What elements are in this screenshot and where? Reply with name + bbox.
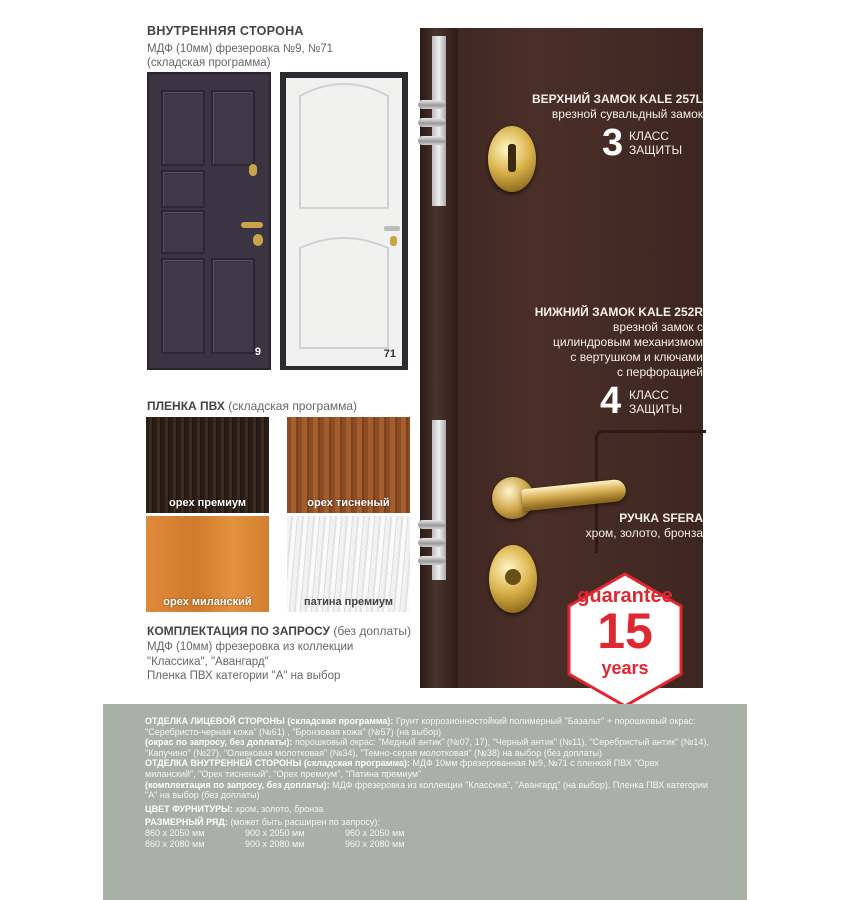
lower-lock-desc: цилиндровым механизмом xyxy=(552,335,703,349)
equipment-title-text: КОМПЛЕКТАЦИЯ ПО ЗАПРОСУ xyxy=(147,624,331,638)
lower-lock-class-number: 4 xyxy=(600,380,622,422)
spec-face-text: Грунт коррозионностойкий полимерный "Базальт" + порошковый окрас: "Серебристо-черная кожа" (№61) , "Бронзовая кожа" (№57) (на выбор) xyxy=(145,716,696,737)
lower-lock-info xyxy=(535,305,703,380)
spec-size-range xyxy=(145,817,710,828)
spec-size-label: РАЗМЕРНЫЙ РЯД: xyxy=(145,817,228,828)
door-handle-icon xyxy=(241,222,263,228)
guarantee-number: 15 xyxy=(597,603,653,659)
spec-inner-request-label: (комплектация по запросу, без доплаты): xyxy=(145,779,330,790)
size-item: 900 х 2050 мм xyxy=(245,827,305,838)
swatch-walnut-premium xyxy=(146,417,269,513)
door-panel xyxy=(161,258,205,354)
handle-info xyxy=(586,511,703,541)
bolt-icon xyxy=(418,556,446,565)
spec-color-label: ЦВЕТ ФУРНИТУРЫ: xyxy=(145,803,233,814)
swatch-label: орех тисненый xyxy=(307,497,390,509)
spec-size-note: (может быть расширен по запросу): xyxy=(230,817,380,828)
handle-desc: хром, золото, бронза xyxy=(585,526,703,540)
door-panel xyxy=(211,258,255,354)
lock-cylinder-icon xyxy=(249,164,257,176)
equipment-body xyxy=(147,640,353,684)
size-item: 860 х 2050 мм xyxy=(145,827,205,838)
door-number-71: 71 xyxy=(383,348,396,360)
upper-lock-escutcheon-icon xyxy=(488,126,536,192)
inner-side-description xyxy=(147,42,333,70)
door-leaf-white xyxy=(286,78,402,366)
inner-side-desc-line2: (складская программа) xyxy=(147,57,271,69)
bolt-icon xyxy=(418,136,446,145)
upper-lock-class-text xyxy=(629,129,682,157)
equipment-title xyxy=(147,624,411,638)
film-title xyxy=(147,399,357,413)
class-word: КЛАСС xyxy=(629,388,669,402)
spec-inner-request xyxy=(145,780,710,801)
class-word: КЛАСС xyxy=(629,129,669,143)
bolt-icon xyxy=(418,538,446,547)
film-title-text: ПЛЕНКА ПВХ xyxy=(147,399,225,413)
size-item: 960 х 2080 мм xyxy=(345,838,405,849)
upper-lock-desc: врезной сувальдный замок xyxy=(551,107,703,121)
spec-inner-text: МДФ 10мм фрезерованная №9, №71 с пленкой ПВХ "Орех миланский", "Орех тисненый", "Орех премиум", "Патина премиум" xyxy=(145,758,659,779)
inner-side-title: ВНУТРЕННЯЯ СТОРОНА xyxy=(147,24,304,38)
spec-inner-request-text: МДФ фрезеровка из коллекции "Классика", "Авангард" (на выбор). Пленка ПВХ категории "А" на выбор (без доплаты) xyxy=(145,779,708,801)
class-word2: ЗАЩИТЫ xyxy=(629,402,683,416)
equipment-line: Пленка ПВХ категории "А" на выбор xyxy=(147,670,341,682)
bolt-icon xyxy=(418,100,446,109)
spec-fittings-color xyxy=(145,804,710,815)
spec-face-request xyxy=(145,737,710,758)
cylinder-icon xyxy=(505,569,521,585)
lower-lock-desc: с вертушком и ключами xyxy=(570,350,703,364)
keyhole-icon xyxy=(508,144,516,172)
door-panel xyxy=(161,210,205,254)
swatch-label: орех премиум xyxy=(169,497,246,509)
bolt-icon xyxy=(418,118,446,127)
door-number-9: 9 xyxy=(254,346,261,358)
spec-inner xyxy=(145,758,710,779)
swatch-label: патина премиум xyxy=(303,596,394,608)
upper-lock-class-number: 3 xyxy=(602,122,624,164)
spec-text xyxy=(145,716,710,849)
lower-lock-class-text xyxy=(629,388,682,416)
swatch-label: орех миланский xyxy=(163,596,252,608)
equipment-line: "Классика", "Авангард" xyxy=(147,655,269,668)
spec-size-grid xyxy=(145,828,710,849)
door-handle-icon xyxy=(384,226,400,231)
swatch-walnut-milan xyxy=(146,516,269,612)
equipment-line: МДФ (10мм) фрезеровка из коллекции xyxy=(147,641,354,653)
spec-face-label: ОТДЕЛКА ЛИЦЕВОЙ СТОРОНЫ (складская программа): xyxy=(145,716,394,726)
film-title-note: (складская программа) xyxy=(228,399,358,413)
size-item: 900 х 2080 мм xyxy=(245,838,305,849)
door-panel xyxy=(161,170,205,208)
lower-lock-desc: врезной замок с xyxy=(613,320,703,334)
inner-side-desc-line1: МДФ (10мм) фрезеровка №9, №71 xyxy=(147,43,334,55)
upper-lock-title: ВЕРХНИЙ ЗАМОК KALE 257L xyxy=(532,92,703,106)
size-item: 960 х 2050 мм xyxy=(345,827,405,838)
class-word2: ЗАЩИТЫ xyxy=(629,143,683,157)
size-item: 860 х 2080 мм xyxy=(145,838,205,849)
lower-lock-cylinder-icon xyxy=(489,545,537,613)
guarantee-label: guarantee xyxy=(577,585,673,607)
door-image-9 xyxy=(147,72,271,370)
bolt-icon xyxy=(418,520,446,529)
lock-cylinder-icon xyxy=(253,234,263,246)
door-image-71 xyxy=(280,72,408,370)
upper-lock-info xyxy=(532,92,703,122)
spec-color-text: хром, золото, бронза xyxy=(235,803,324,814)
spec-face-request-label: (окрас по запросу, без доплаты): xyxy=(145,737,293,748)
equipment-title-note: (без доплаты) xyxy=(333,624,412,638)
handle-title: РУЧКА SFERA xyxy=(619,511,703,525)
door-panel xyxy=(211,90,255,166)
door-molding-outline xyxy=(286,78,402,366)
spec-face xyxy=(145,716,710,737)
lower-lock-title: НИЖНИЙ ЗАМОК KALE 252R xyxy=(534,305,703,319)
lock-cylinder-icon xyxy=(390,236,397,246)
swatch-patina-premium xyxy=(287,516,410,612)
spec-face-request-text: порошковый окрас: "Медный антик" (№07, 17), "Черный антик" (№11), "Серебристый антик" (№14), "Капучино" (№27), "Оливковая молотковая" (№34), "Темно-серая молотковая" (№38) на выбор (без доплаты) xyxy=(145,737,709,758)
door-panel xyxy=(161,90,205,166)
lower-lock-desc: с перфорацией xyxy=(616,365,703,379)
spec-inner-label: ОТДЕЛКА ВНУТРЕННЕЙ СТОРОНЫ (складская программа): xyxy=(145,758,410,769)
guarantee-years: years xyxy=(601,658,649,678)
swatch-walnut-embossed xyxy=(287,417,410,513)
